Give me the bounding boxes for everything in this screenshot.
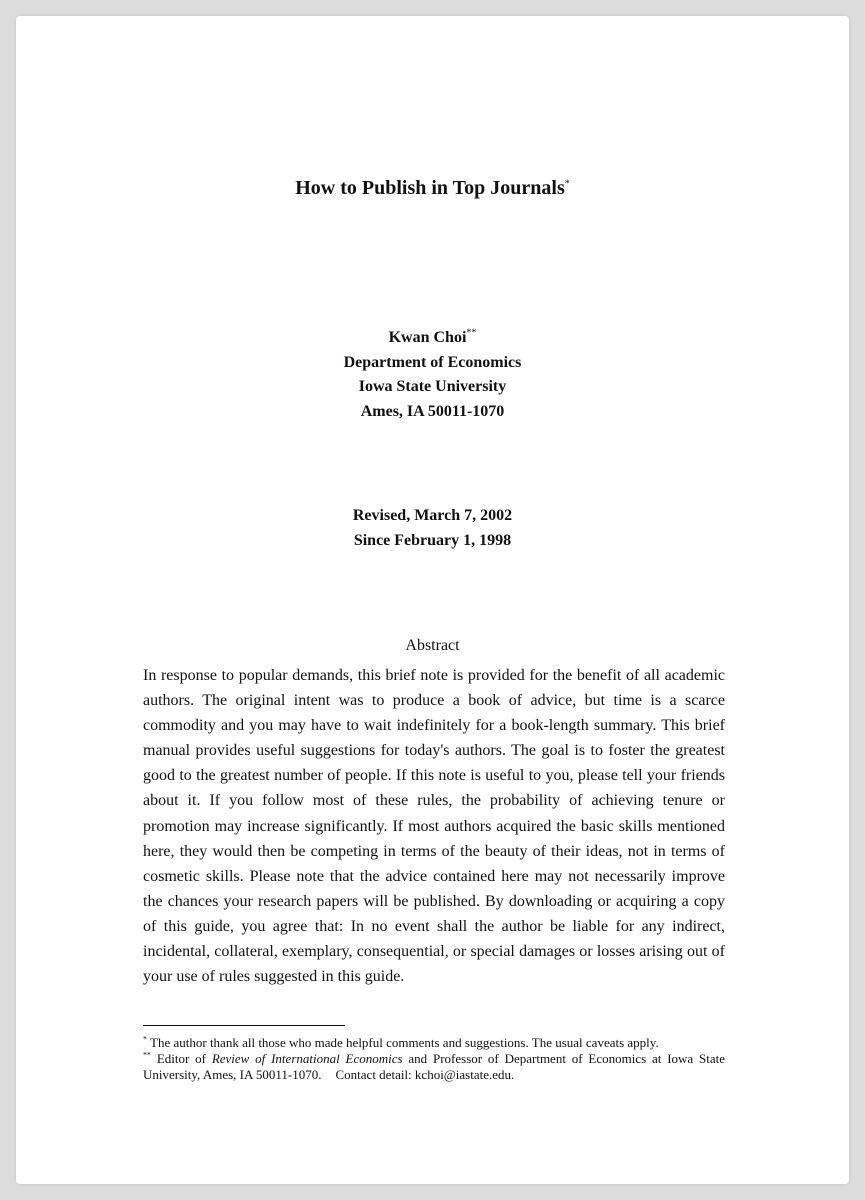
footnotes bbox=[143, 1035, 725, 1083]
footnote-1 bbox=[143, 1035, 725, 1051]
footnote-2-mark: ** bbox=[143, 1050, 151, 1060]
abstract-heading: Abstract bbox=[405, 637, 460, 654]
abstract-body: In response to popular demands, this brief note is provided for the benefit of all academic authors. The original intent was to produce a book of advice, but time is a scarce commodity and you may have to wait indefinitely for a book-length summary. This brief manual provides useful suggestions for today's authors. The goal is to foster the greatest good to the greatest number of people. If this note is useful to you, please tell your friends about it. If you follow most of these rules, the probability of achieving tenure or promotion may increase significantly. If most authors acquired the basic skills mentioned here, they would then be competing in terms of the beauty of their ideas, not in terms of cosmetic skills. Please note that the advice contained here may not necessarily improve the chances your research papers will be published. By downloading or acquiring a copy of this guide, you agree that: In no event shall the author be liable for any indirect, incidental, collateral, exemplary, consequential, or special damages or losses arising out of your use of rules suggested in this guide. bbox=[143, 667, 725, 986]
since-date: Since February 1, 1998 bbox=[353, 532, 512, 549]
author-name: Kwan Choi bbox=[388, 329, 467, 346]
footnote-2-suffix: and Professor of Department of Economics at Iowa State University, Ames, IA 50011-1070. bbox=[143, 1051, 726, 1082]
title-text: How to Publish in Top Journals bbox=[295, 177, 565, 199]
author-department: Department of Economics bbox=[343, 353, 522, 371]
footnote-2 bbox=[143, 1051, 725, 1083]
author-address: Ames, IA 50011-1070 bbox=[360, 402, 505, 420]
footnote-1-text: The author thank all those who made helpful comments and suggestions. The usual caveats apply. bbox=[150, 1035, 659, 1050]
footnote-2-contact: Contact detail: kchoi@iastate.edu. bbox=[335, 1067, 515, 1082]
title-footnote-mark: * bbox=[564, 178, 570, 190]
footnote-2-prefix: Editor of bbox=[156, 1051, 206, 1066]
dates-block bbox=[16, 503, 849, 553]
footnote-divider bbox=[143, 1025, 345, 1026]
author-name-line bbox=[16, 326, 849, 351]
paper-page bbox=[16, 16, 849, 1184]
footnote-2-journal: Review of International Economics bbox=[211, 1051, 403, 1066]
author-block bbox=[16, 326, 849, 424]
author-footnote-mark: ** bbox=[466, 327, 477, 339]
paper-title bbox=[16, 176, 849, 200]
footnote-1-mark: * bbox=[143, 1034, 147, 1044]
revised-date: Revised, March 7, 2002 bbox=[352, 507, 513, 524]
author-university: Iowa State University bbox=[358, 378, 507, 395]
